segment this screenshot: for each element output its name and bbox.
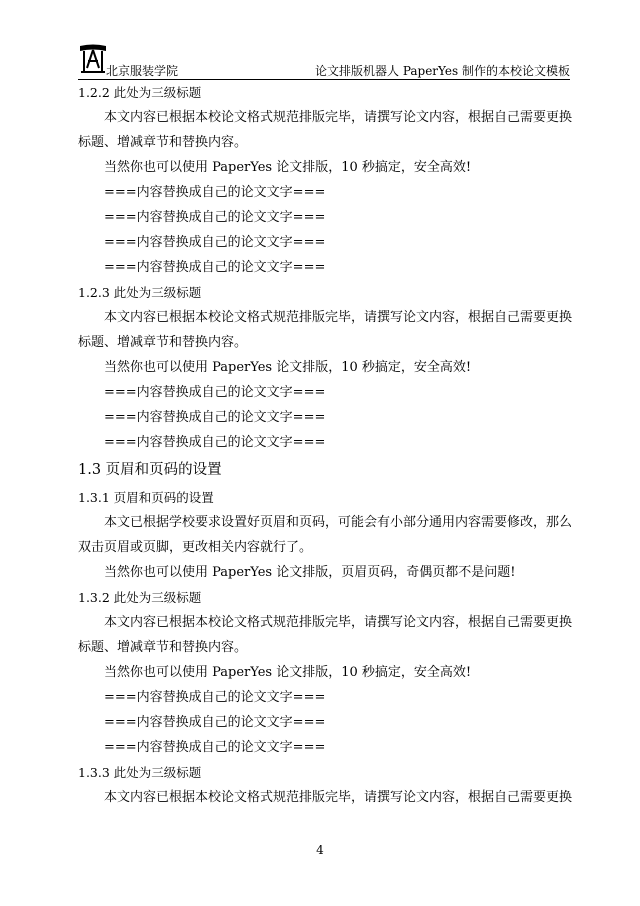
page-header bbox=[78, 40, 570, 80]
paragraph-line: 本文内容已根据本校论文格式规范排版完毕，请撰写论文内容，根据自己需要更换 bbox=[104, 790, 573, 805]
paragraph-line: 当然你也可以使用 PaperYes 论文排版，10 秒搞定，安全高效! bbox=[104, 665, 472, 680]
paragraph-line: ===内容替换成自己的论文文字=== bbox=[104, 185, 326, 200]
paragraph-line: 本文内容已根据本校论文格式规范排版完毕，请撰写论文内容，根据自己需要更换 bbox=[104, 110, 573, 125]
school-name: 北京服装学院 bbox=[106, 64, 179, 78]
subsection-heading: 1.2.2 此处为三级标题 bbox=[78, 85, 202, 100]
paragraph-continuation: 标题、增减章节和替换内容。 bbox=[78, 640, 248, 655]
document-body bbox=[78, 80, 573, 810]
paragraph-line: ===内容替换成自己的论文文字=== bbox=[104, 260, 326, 275]
paragraph-line: ===内容替换成自己的论文文字=== bbox=[104, 740, 326, 755]
subsection-heading: 1.2.3 此处为三级标题 bbox=[78, 285, 202, 300]
paragraph-line: ===内容替换成自己的论文文字=== bbox=[104, 210, 326, 225]
paragraph-line: ===内容替换成自己的论文文字=== bbox=[104, 435, 326, 450]
paragraph-continuation: 标题、增减章节和替换内容。 bbox=[78, 135, 248, 150]
paragraph-line: ===内容替换成自己的论文文字=== bbox=[104, 410, 326, 425]
paragraph-line: ===内容替换成自己的论文文字=== bbox=[104, 690, 326, 705]
school-logo bbox=[78, 42, 108, 74]
subsection-heading: 1.3.1 页眉和页码的设置 bbox=[78, 490, 214, 505]
paragraph-line: 当然你也可以使用 PaperYes 论文排版，10 秒搞定，安全高效! bbox=[104, 160, 472, 175]
subsection-heading: 1.3.3 此处为三级标题 bbox=[78, 765, 202, 780]
paragraph-continuation: 双击页眉或页脚，更改相关内容就行了。 bbox=[78, 540, 313, 555]
paragraph-line: 本文已根据学校要求设置好页眉和页码，可能会有小部分通用内容需要修改，那么 bbox=[104, 515, 573, 530]
paragraph-line: ===内容替换成自己的论文文字=== bbox=[104, 235, 326, 250]
paragraph-line: ===内容替换成自己的论文文字=== bbox=[104, 715, 326, 730]
paragraph-line: 当然你也可以使用 PaperYes 论文排版，10 秒搞定，安全高效! bbox=[104, 360, 472, 375]
subsection-heading: 1.3.2 此处为三级标题 bbox=[78, 590, 202, 605]
paragraph-line: 当然你也可以使用 PaperYes 论文排版，页眉页码，奇偶页都不是问题! bbox=[104, 565, 516, 580]
paragraph-line: 本文内容已根据本校论文格式规范排版完毕，请撰写论文内容，根据自己需要更换 bbox=[104, 310, 573, 325]
section-heading: 1.3 页眉和页码的设置 bbox=[78, 462, 222, 478]
header-title: 论文排版机器人 PaperYes 制作的本校论文模板 bbox=[315, 64, 570, 78]
page-number: 4 bbox=[316, 843, 324, 857]
paragraph-line: ===内容替换成自己的论文文字=== bbox=[104, 385, 326, 400]
paragraph-line: 本文内容已根据本校论文格式规范排版完毕，请撰写论文内容，根据自己需要更换 bbox=[104, 615, 573, 630]
paragraph-continuation: 标题、增减章节和替换内容。 bbox=[78, 335, 248, 350]
